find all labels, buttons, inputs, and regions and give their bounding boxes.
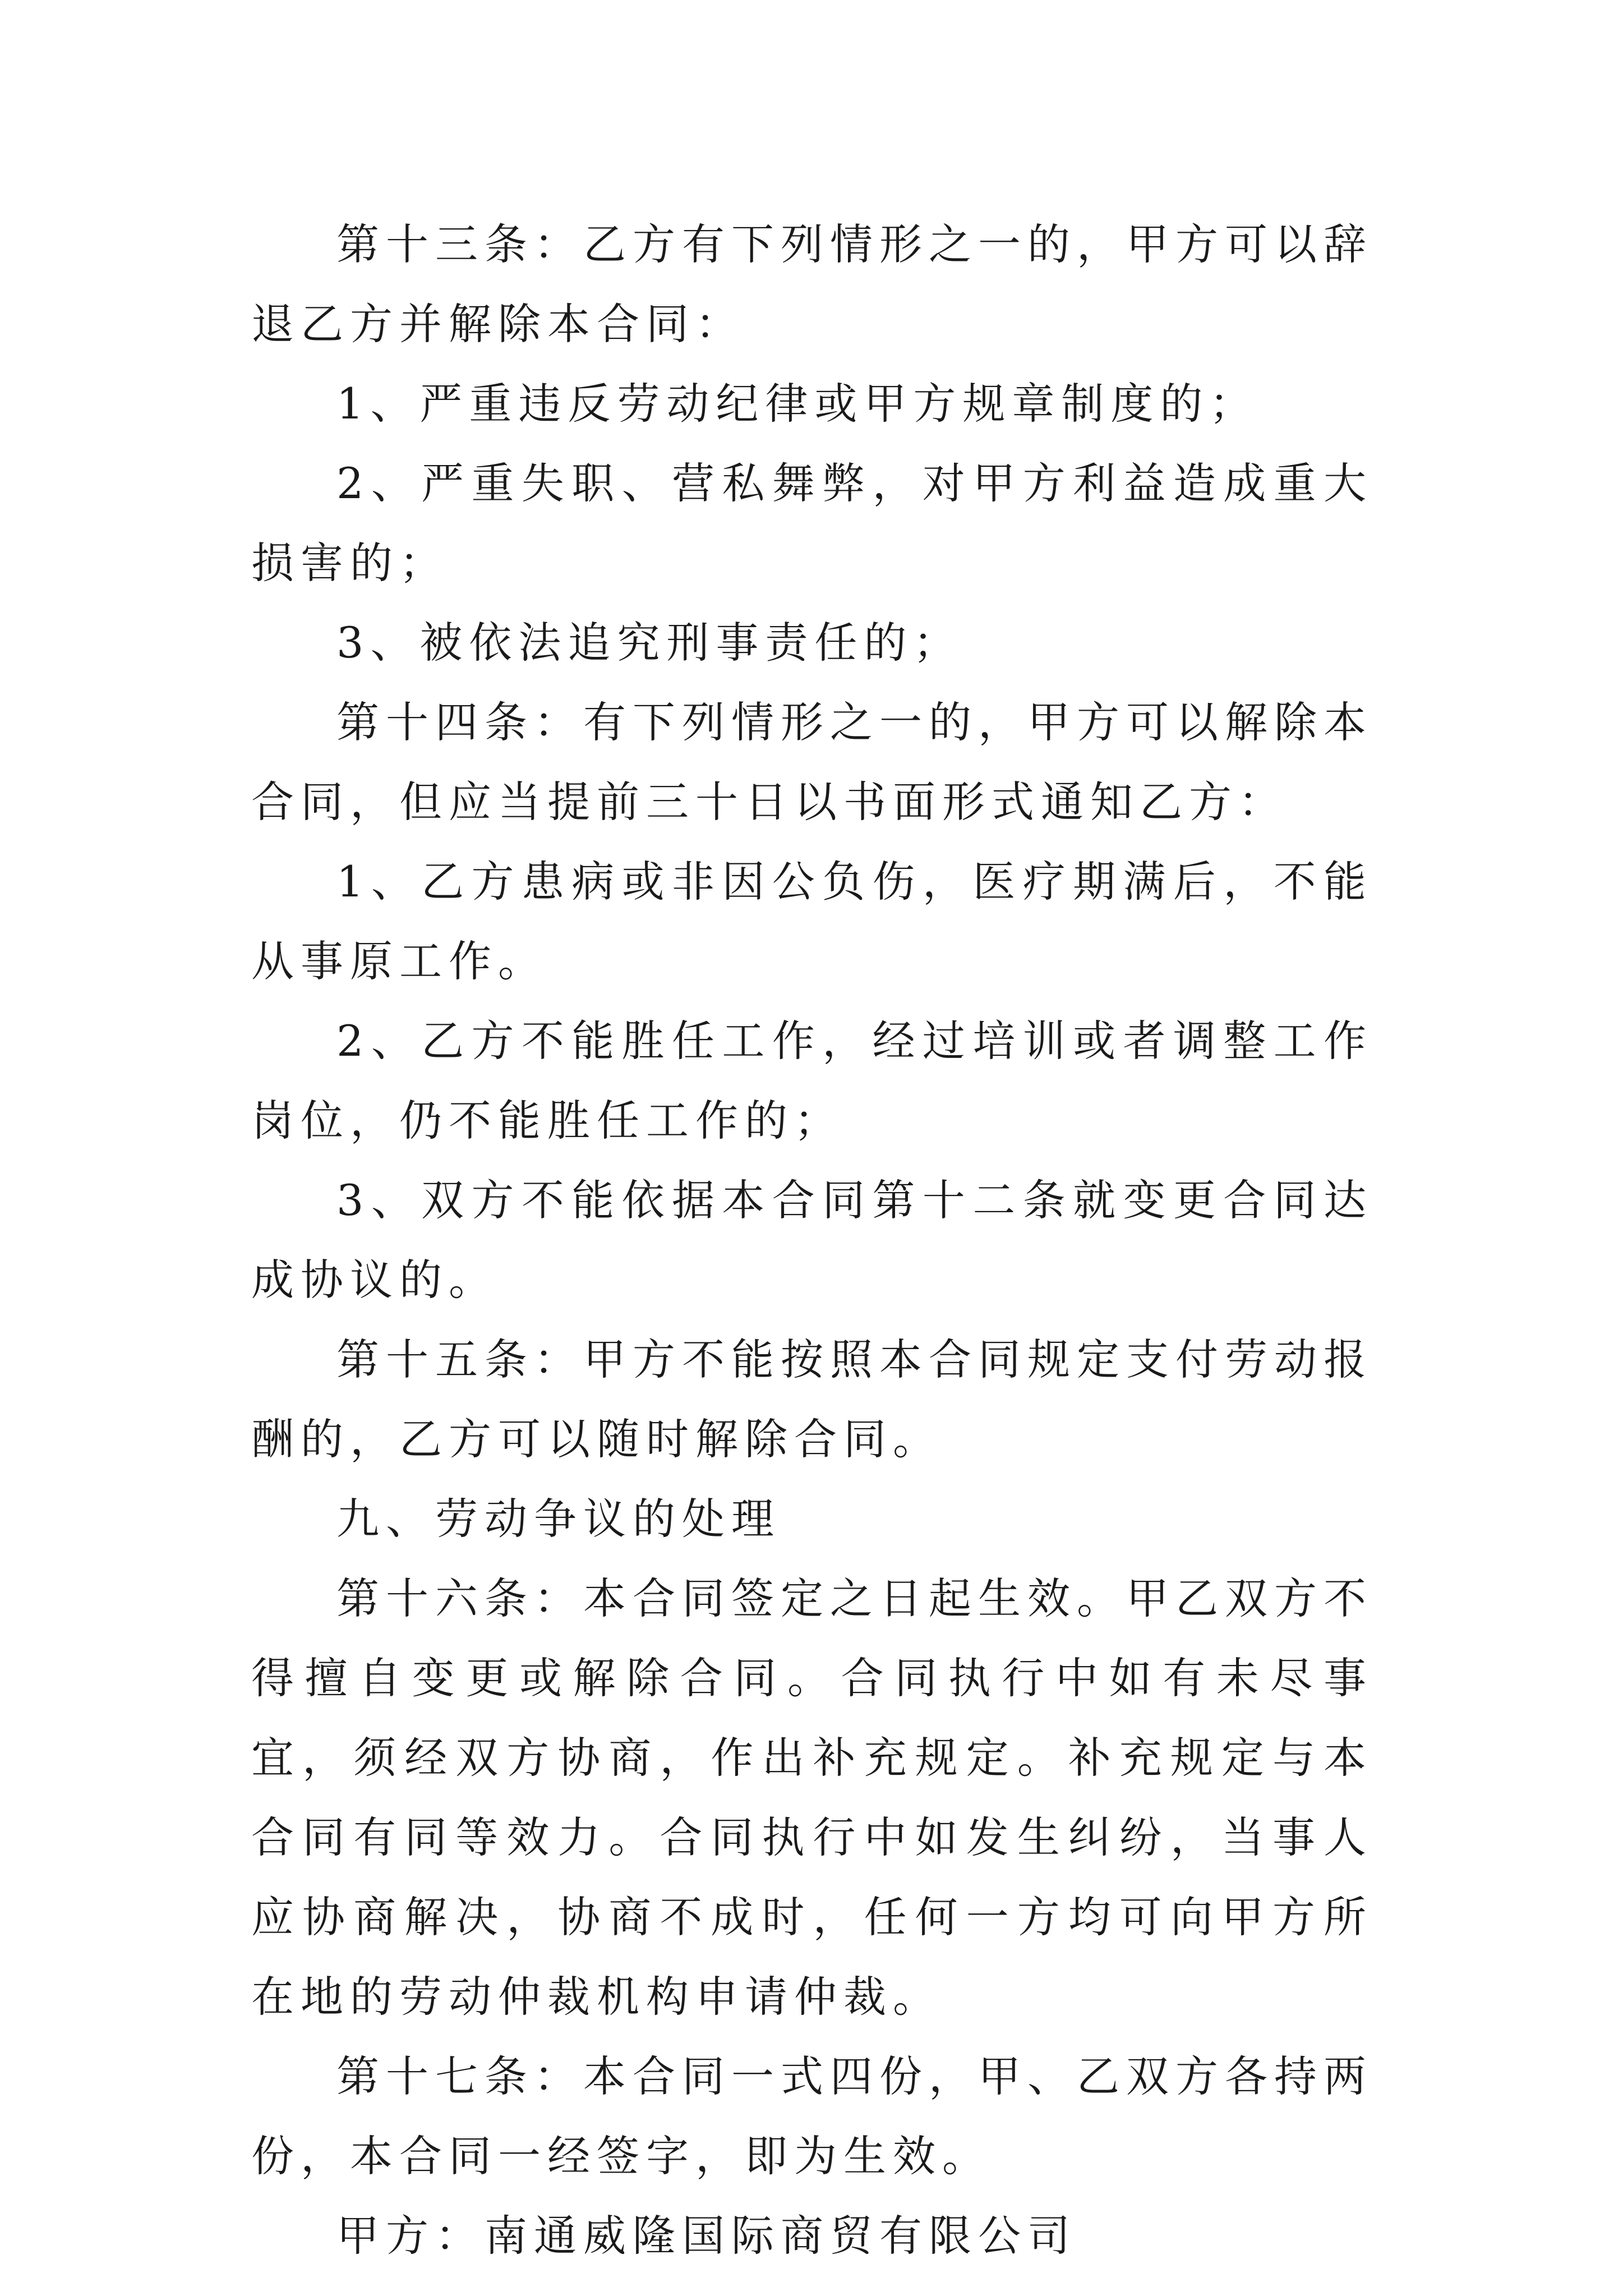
article-14-item-3: 3、双方不能依据本合同第十二条就变更合同达成协议的。: [251, 1175, 1373, 1305]
article-17: 第十七条：本合同一式四份，甲、乙双方各持两份，本合同一经签字，即为生效。: [251, 2051, 1373, 2181]
article-13-item-2: 2、严重失职、营私舞弊，对甲方利益造成重大损害的；: [251, 458, 1373, 588]
article-13-item-3: 3、被依法追究刑事责任的；: [336, 618, 963, 668]
article-13: 第十三条：乙方有下列情形之一的，甲方可以辞退乙方并解除本合同：: [251, 219, 1373, 349]
section-heading-9: 九、劳动争议的处理: [336, 1494, 781, 1544]
document-body: [251, 205, 1373, 2276]
article-14-item-1: 1、乙方患病或非因公负伤，医疗期满后，不能从事原工作。: [251, 857, 1373, 986]
article-16: 第十六条：本合同签定之日起生效。甲乙双方不得擅自变更或解除合同。合同执行中如有未尽事宜，须经双方协商，作出补充规定。补充规定与本合同有同等效力。合同执行中如发生纠纷，当事人应协商解决，协商不成时，任何一方均可向甲方所在地的劳动仲裁机构申请仲裁。: [251, 1573, 1373, 2022]
article-14: 第十四条：有下列情形之一的，甲方可以解除本合同，但应当提前三十日以书面形式通知乙方：: [251, 697, 1373, 827]
party-a-signature-line: 甲方：南通威隆国际商贸有限公司: [336, 2211, 1077, 2261]
article-14-item-2: 2、乙方不能胜任工作，经过培训或者调整工作岗位，仍不能胜任工作的；: [251, 1016, 1373, 1145]
article-15: 第十五条：甲方不能按照本合同规定支付劳动报酬的，乙方可以随时解除合同。: [251, 1335, 1373, 1464]
article-13-item-1: 1、严重违反劳动纪律或甲方规章制度的；: [336, 379, 1259, 429]
